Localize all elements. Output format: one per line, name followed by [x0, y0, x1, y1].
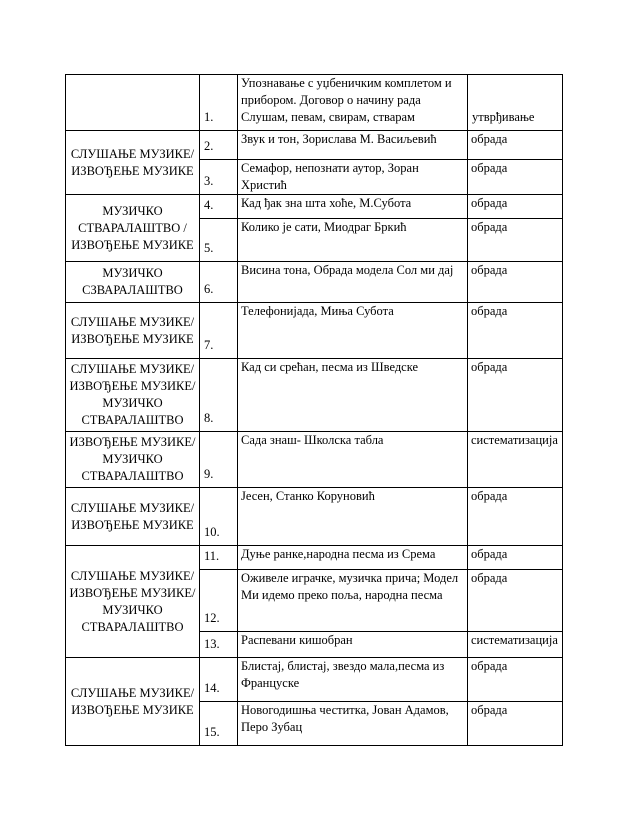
lesson-type: обрада	[468, 658, 563, 702]
table-row	[66, 488, 563, 546]
lesson-type: обрада	[468, 131, 563, 160]
lesson-title: Јесен, Станко Коруновић	[238, 488, 468, 546]
table-row	[66, 75, 563, 131]
area-cell: МУЗИЧКО СТВАРАЛАШТВО /ИЗВОЂЕЊЕ МУЗИКЕ	[66, 195, 200, 262]
table-row	[66, 262, 563, 303]
table-row	[66, 359, 563, 432]
lesson-type: обрада	[468, 160, 563, 195]
table-row	[66, 546, 563, 570]
area-cell: СЛУШАЊЕ МУЗИКЕ/ИЗВОЂЕЊЕ МУЗИКЕ	[66, 658, 200, 746]
lesson-number: 6.	[200, 262, 238, 303]
lesson-type: обрада	[468, 570, 563, 632]
lesson-title: Звук и тон, Зорислава М. Васиљевић	[238, 131, 468, 160]
lesson-number: 10.	[200, 488, 238, 546]
lesson-type: систематизација	[468, 432, 563, 488]
lesson-title: Дуње ранке,народна песма из Срема	[238, 546, 468, 570]
table-row	[66, 303, 563, 359]
lesson-type: обрада	[468, 359, 563, 432]
area-cell: СЛУШАЊЕ МУЗИКЕ/ИЗВОЂЕЊЕ МУЗИКЕ/МУЗИЧКО СТВАРАЛАШТВО	[66, 546, 200, 658]
lesson-title: Блистај, блистај, звездо мала,песма из Француске	[238, 658, 468, 702]
lesson-type: обрада	[468, 219, 563, 262]
lesson-title: Телефонијада, Миња Субота	[238, 303, 468, 359]
area-cell: СЛУШАЊЕ МУЗИКЕ/ИЗВОЂЕЊЕ МУЗИКЕ	[66, 488, 200, 546]
area-cell	[66, 75, 200, 131]
lesson-number: 9.	[200, 432, 238, 488]
lesson-number: 7.	[200, 303, 238, 359]
area-cell: СЛУШАЊЕ МУЗИКЕ/ИЗВОЂЕЊЕ МУЗИКЕ/МУЗИЧКО СТВАРАЛАШТВО	[66, 359, 200, 432]
lesson-type: обрада	[468, 303, 563, 359]
lesson-title: Оживеле играчке, музичка прича; Модел Ми идемо преко поља, народна песма	[238, 570, 468, 632]
lesson-type: систематизација	[468, 632, 563, 658]
lesson-type: обрада	[468, 195, 563, 219]
lesson-type: обрада	[468, 546, 563, 570]
lesson-number: 4.	[200, 195, 238, 219]
area-cell: МУЗИЧКО СЗВАРАЛАШТВО	[66, 262, 200, 303]
lesson-number: 1.	[200, 75, 238, 131]
lesson-title: Распевани кишобран	[238, 632, 468, 658]
lesson-number: 13.	[200, 632, 238, 658]
lesson-number: 8.	[200, 359, 238, 432]
lesson-title: Упознавање с уџбеничким комплетом и прибором. Договор о начину рада Слушам, певам, свирам, стварам	[238, 75, 468, 131]
table-row	[66, 658, 563, 702]
lesson-number: 11.	[200, 546, 238, 570]
lesson-title: Кад ђак зна шта хоће, М.Субота	[238, 195, 468, 219]
table-row	[66, 432, 563, 488]
lesson-plan-table	[65, 74, 563, 746]
lesson-number: 5.	[200, 219, 238, 262]
area-cell: СЛУШАЊЕ МУЗИКЕ/ИЗВОЂЕЊЕ МУЗИКЕ	[66, 131, 200, 195]
lesson-type: обрада	[468, 488, 563, 546]
lesson-type: обрада	[468, 702, 563, 746]
lesson-title: Новогодишња честитка, Јован Адамов, Перо Зубац	[238, 702, 468, 746]
lesson-type: утврђивање	[468, 75, 563, 131]
table-row	[66, 131, 563, 160]
lesson-title: Кад си срећан, песма из Шведске	[238, 359, 468, 432]
lesson-title: Колико је сати, Миодраг Бркић	[238, 219, 468, 262]
lesson-title: Семафор, непознати аутор, Зоран Христић	[238, 160, 468, 195]
lesson-type: обрада	[468, 262, 563, 303]
lesson-number: 3.	[200, 160, 238, 195]
table-row	[66, 195, 563, 219]
lesson-number: 2.	[200, 131, 238, 160]
lesson-number: 14.	[200, 658, 238, 702]
area-cell: СЛУШАЊЕ МУЗИКЕ/ИЗВОЂЕЊЕ МУЗИКЕ	[66, 303, 200, 359]
lesson-number: 15.	[200, 702, 238, 746]
area-cell: ИЗВОЂЕЊЕ МУЗИКЕ/МУЗИЧКО СТВАРАЛАШТВО	[66, 432, 200, 488]
lesson-title: Висина тона, Обрада модела Сол ми дај	[238, 262, 468, 303]
lesson-title: Сада знаш- Школска табла	[238, 432, 468, 488]
lesson-number: 12.	[200, 570, 238, 632]
